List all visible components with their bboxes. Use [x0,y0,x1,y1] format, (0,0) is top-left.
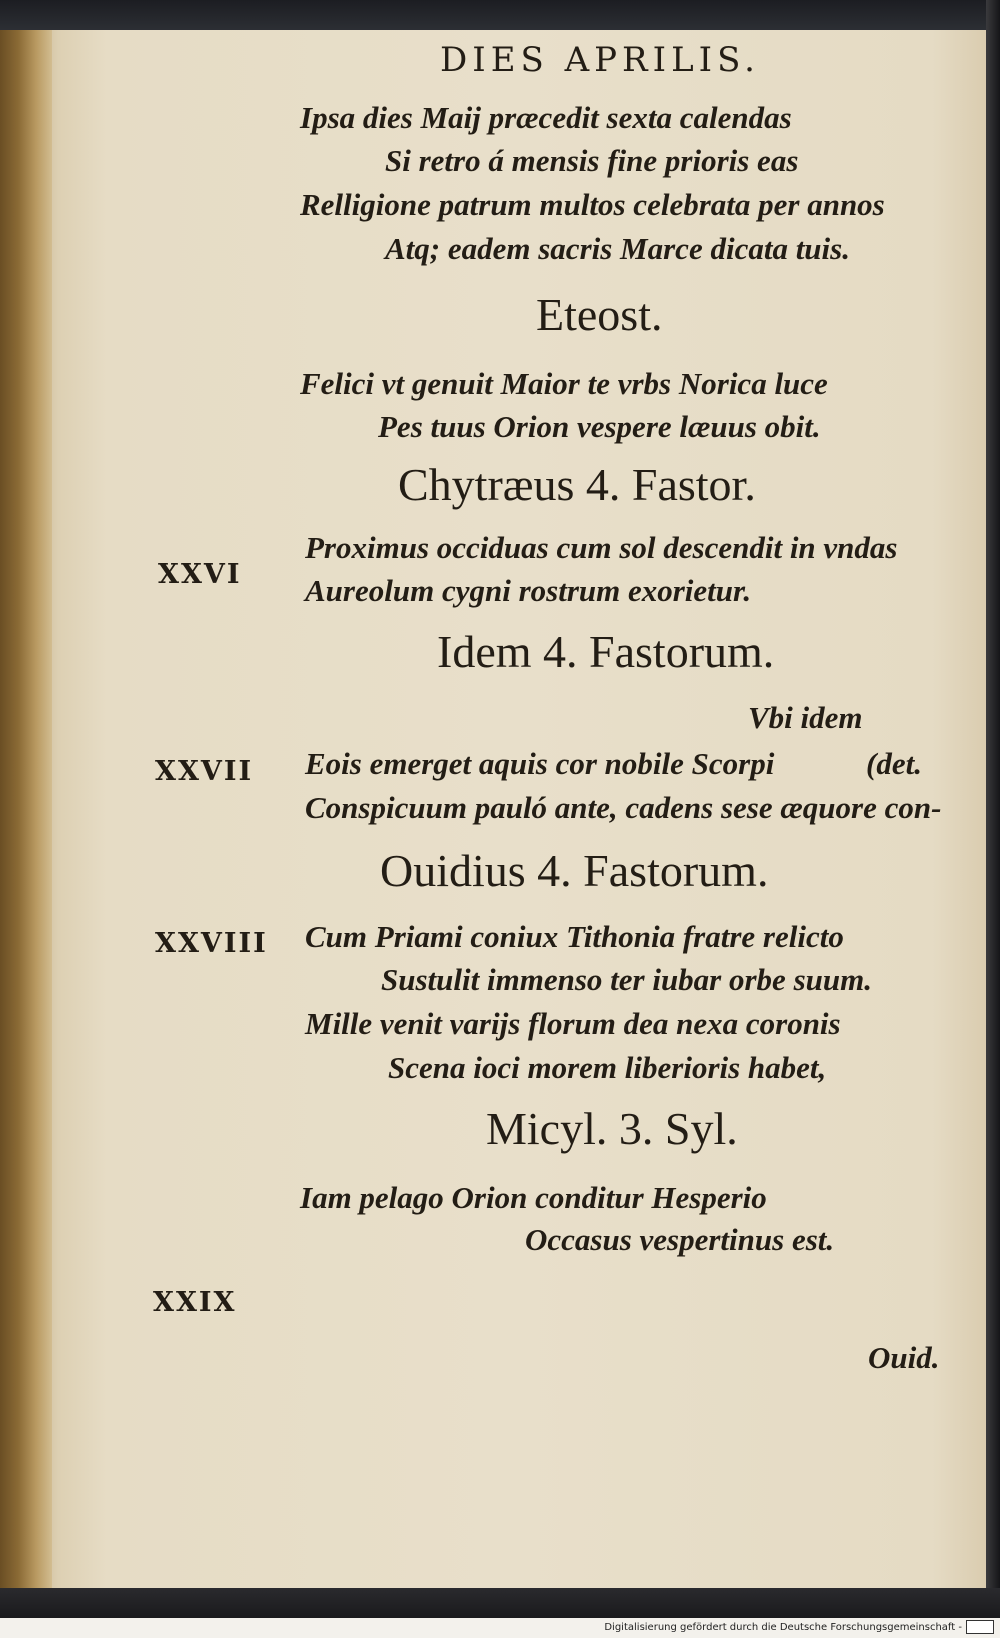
author-heading: Chytræus 4. Fastor. [398,459,756,510]
verse-line: Atq; eadem sacris Marce dicata tuis. [385,231,850,266]
day-number: XXVII [155,756,254,787]
catchword: Ouid. [868,1340,940,1375]
hyphen-tail: (det. [866,746,922,781]
verse-line: Eois emerget aquis cor nobile Scorpi [305,746,775,781]
verse-line: Occasus vespertinus est. [525,1222,835,1257]
credit-text: Digitalisierung gefördert durch die Deutsche Forschungsgemeinschaft - [604,1621,962,1633]
digitization-credit [604,1620,994,1634]
verse-line: Ipsa dies Maij præcedit sexta calendas [300,100,792,135]
verse-line: Sustulit immenso ter iubar orbe suum. [381,962,872,997]
verse-line: Iam pelago Orion conditur Hesperio [300,1180,767,1215]
author-heading: Eteost. [536,289,663,340]
verse-line: Pes tuus Orion vespere læuus obit. [378,409,821,444]
book-edge-right [986,0,1000,1610]
verse-line: Aureolum cygni rostrum exorietur. [305,573,752,608]
dfg-logo [966,1620,994,1634]
verse-line: Cum Priami coniux Tithonia fratre relicto [305,919,844,954]
verse-line: Si retro á mensis fine prioris eas [385,143,799,178]
verse-line: Mille venit varijs florum dea nexa coronis [305,1006,841,1041]
book-edge-top [0,0,1000,34]
verse-line: Felici vt genuit Maior te vrbs Norica luce [300,366,828,401]
verse-line: Conspicuum pauló ante, cadens sese æquore con- [305,790,942,825]
day-number: XXVIII [155,928,268,959]
author-heading: Micyl. 3. Syl. [486,1103,738,1154]
verse-line: Relligione patrum multos celebrata per annos [300,187,885,222]
day-number: XXIX [153,1287,237,1318]
verse-line: Proximus occiduas cum sol descendit in vndas [305,530,898,565]
day-number: XXVI [158,559,242,590]
side-note: Vbi idem [748,700,863,735]
author-heading: Idem 4. Fastorum. [437,626,775,677]
book-spine [0,30,52,1592]
author-heading: Ouidius 4. Fastorum. [380,845,769,896]
bottom-shadow [0,1588,1000,1618]
verse-line: Scena ioci morem liberioris habet, [388,1050,827,1085]
page-heading: DIES APRILIS. [440,40,760,80]
